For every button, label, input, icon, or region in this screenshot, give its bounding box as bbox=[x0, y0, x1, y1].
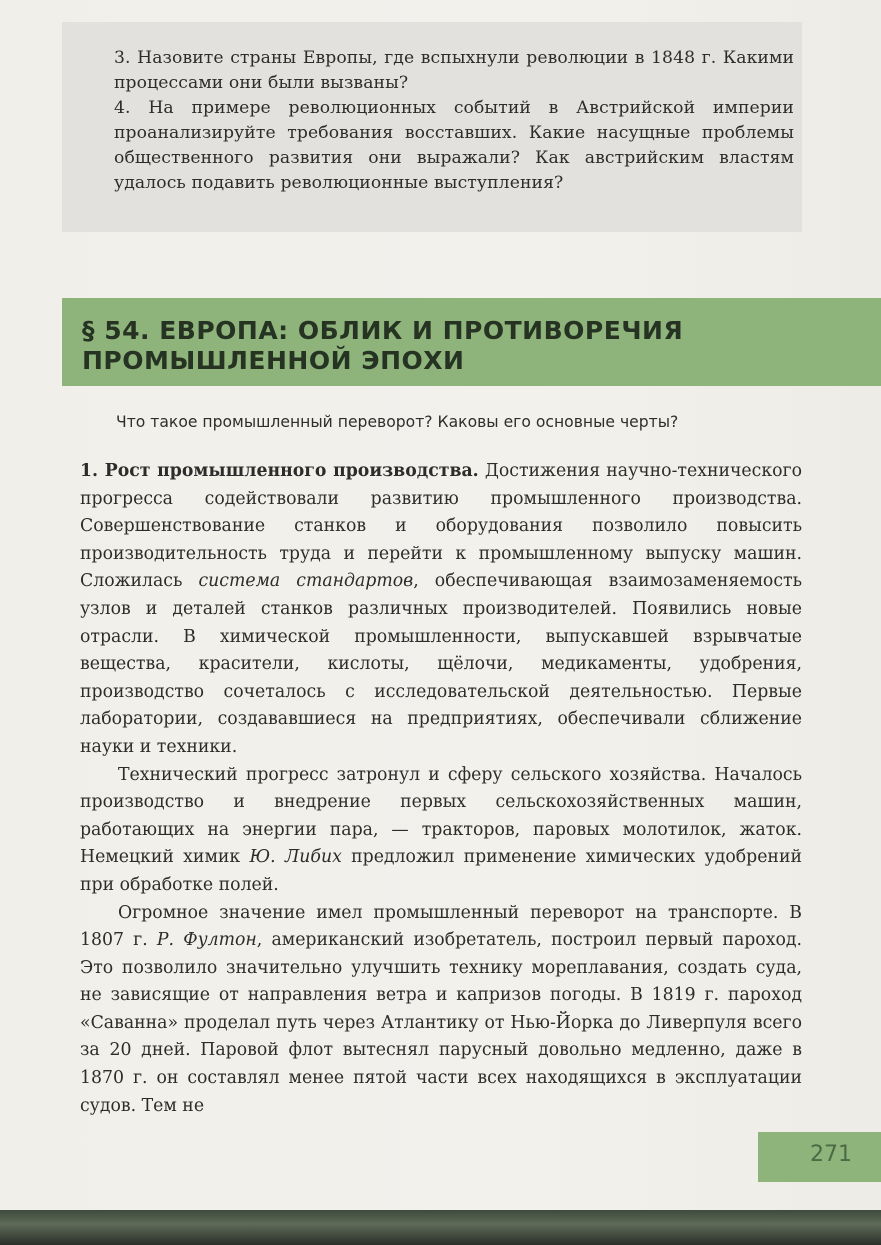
bottom-edge-strip bbox=[0, 1210, 881, 1245]
paragraph-3-text-b: , американский изобретатель, построил первый пароход. Это позволило значительно улучшить технику мореплавания, создать суда, не зависящие от направления ветра и капризов погоды. В 1819 г. пароход «Саванна» проделал путь через Атлантику от Нью-Йорка до Ливерпуля всего за 20 дней. Паровой флот вытеснял парусный довольно медленно, даже в 1870 г. он составлял менее пятой части всех находящихся в эксплуатации судов. Тем не bbox=[80, 930, 802, 1116]
paragraph-1-text-b: , обеспечивающая взаимозаменяемость узлов и деталей станков различных производителей. Появились новые отрасли. В химической промышленности, выпускавшей взрывчатые вещества, красители, кислоты, щёлочи, медикаменты, удобрения, производство сочеталось с исследовательской деятельностью. Первые лаборатории, создававшиеся на предприятиях, обеспечивали сближение науки и техники. bbox=[80, 571, 802, 757]
paragraph-1 bbox=[80, 458, 802, 762]
paragraph-2-name: Ю. Либих bbox=[249, 847, 342, 868]
paragraph-1-term: система стандартов bbox=[198, 571, 414, 592]
paragraph-2-text-a: Технический прогресс затронул и сферу сельского хозяйства. Началось производство и внедрение первых сельскохозяйственных машин, работающих на энергии пара, — тракторов, паровых молотилок, жаток. Немецкий химик bbox=[80, 764, 802, 868]
paragraph-1-text-a: Достижения научно-технического прогресса содействовали развитию промышленного производства. Совершенствование станков и оборудования позволило повысить производительность труда и перейти к промышленному выпуску машин. Сложилась bbox=[80, 461, 802, 592]
page-number-tab bbox=[758, 1132, 881, 1182]
review-questions-box bbox=[62, 22, 802, 232]
subsection-heading: 1. Рост промышленного производства. bbox=[80, 461, 479, 481]
question-4: 4. На примере революционных событий в Австрийской империи проанализируйте требования восставших. Какие насущные проблемы общественного развития они выражали? Как австрийским властям удалось подавить революционные выступления? bbox=[114, 98, 794, 193]
paragraph-3-text-a: Огромное значение имел промышленный переворот на транспорте. В 1807 г. bbox=[80, 902, 802, 951]
paragraph-3-name: Р. Фултон bbox=[156, 930, 257, 951]
section-title: § 54. ЕВРОПА: ОБЛИК И ПРОТИВОРЕЧИЯ ПРОМЫШЛЕННОЙ ЭПОХИ bbox=[82, 316, 684, 375]
body-text bbox=[80, 458, 802, 1120]
question-3: 3. Назовите страны Европы, где вспыхнули революции в 1848 г. Какими процессами они были вызваны? bbox=[114, 48, 794, 93]
lead-question: Что такое промышленный переворот? Каковы его основные черты? bbox=[116, 413, 679, 431]
paragraph-3 bbox=[80, 900, 802, 1121]
page-number: 271 bbox=[810, 1142, 852, 1167]
section-header-band bbox=[62, 298, 881, 386]
paragraph-2-text-b: предложил применение химических удобрений при обработке полей. bbox=[80, 847, 802, 895]
paragraph-2 bbox=[80, 762, 802, 900]
